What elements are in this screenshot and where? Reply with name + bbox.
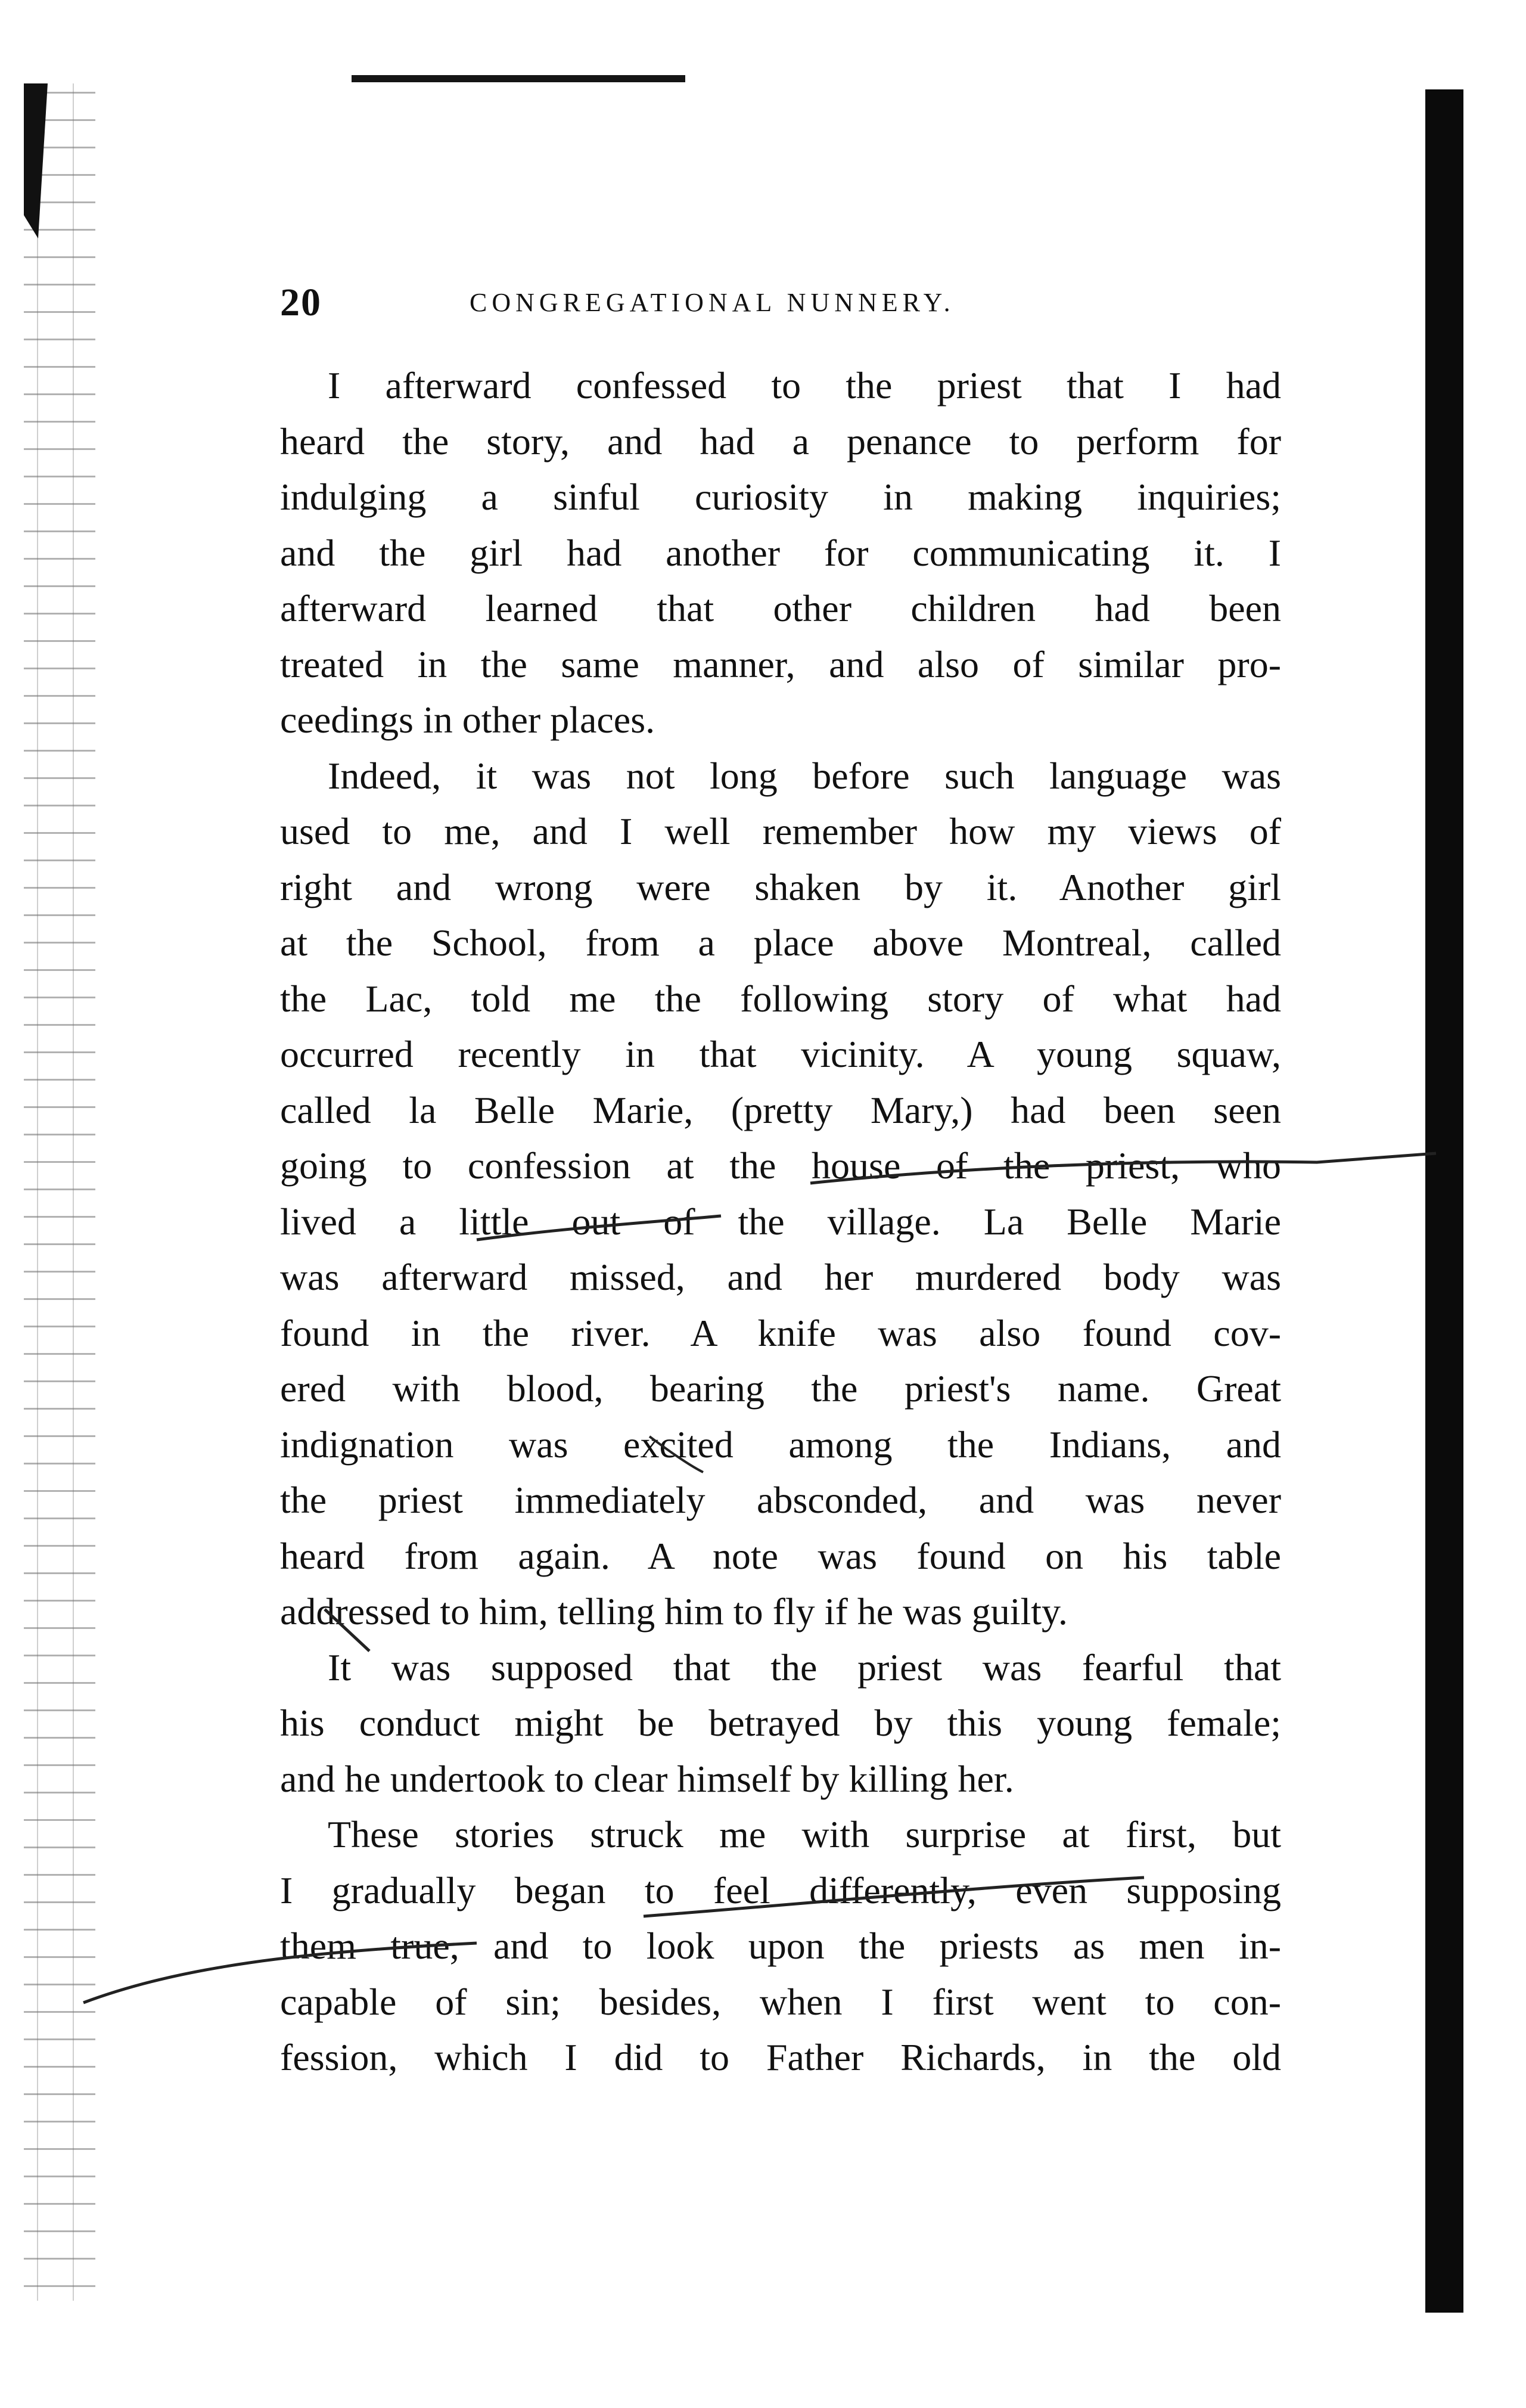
paragraph-2-line-14: the priest immediately absconded, and was never xyxy=(280,1479,1281,1521)
paragraph-2-line-5: the Lac, told me the following story of what had xyxy=(280,977,1281,1020)
paragraph-3-line-1: It was supposed that the priest was fearful that xyxy=(328,1646,1281,1689)
paragraph-4-line-4: capable of sin; besides, when I first went to con- xyxy=(280,1980,1281,2023)
running-title: CONGREGATIONAL NUNNERY. xyxy=(470,288,955,317)
paragraph-4-line-1: These stories struck me with surprise at first, but xyxy=(328,1813,1281,1855)
paragraph-4-line-3: them true, and to look upon the priests as men in- xyxy=(280,1925,1281,1967)
paragraph-2-line-1: Indeed, it was not long before such language was xyxy=(328,754,1281,797)
paragraph-1-line-3: indulging a sinful curiosity in making inquiries; xyxy=(280,476,1281,518)
paragraph-2-line-15: heard from again. A note was found on his table xyxy=(280,1534,1281,1577)
paragraph-1-line-5: afterward learned that other children had been xyxy=(280,587,1281,629)
paragraph-4-line-5: fession, which I did to Father Richards, in the old xyxy=(280,2036,1281,2078)
pen-mark-6 xyxy=(649,1436,703,1472)
paragraph-2-line-12: ered with blood, bearing the priest's name. Great xyxy=(280,1367,1281,1410)
paragraph-2-line-16: addressed to him, telling him to fly if he was guilty. xyxy=(280,1590,1068,1633)
paragraph-2-line-6: occurred recently in that vicinity. A young squaw, xyxy=(280,1033,1281,1075)
paragraph-1-line-6: treated in the same manner, and also of similar pro- xyxy=(280,643,1281,685)
paragraph-2-line-4: at the School, from a place above Montreal, called xyxy=(280,921,1281,964)
paragraph-2-line-8: going to confession at the house of the priest, who xyxy=(280,1144,1281,1187)
paragraph-2-line-7: called la Belle Marie, (pretty Mary,) had been seen xyxy=(280,1088,1281,1131)
pen-mark-5 xyxy=(325,1609,369,1651)
paragraph-2-line-2: used to me, and I well remember how my views of xyxy=(280,810,1281,852)
page-number: 20 xyxy=(280,281,322,324)
pen-underline-mark-1 xyxy=(810,1153,1436,1183)
paragraph-3-line-3: and he undertook to clear himself by killing her. xyxy=(280,1757,1014,1800)
pen-underline-mark-3 xyxy=(644,1878,1144,1916)
paragraph-2-line-3: right and wrong were shaken by it. Another girl xyxy=(280,865,1281,908)
paragraph-1-line-4: and the girl had another for communicating it. I xyxy=(280,531,1281,574)
paragraph-2-line-11: found in the river. A knife was also found cov- xyxy=(280,1311,1281,1354)
pen-underline-mark-4 xyxy=(83,1943,477,2003)
paragraph-4-line-2: I gradually began to feel differently, even supposing xyxy=(280,1869,1281,1911)
paragraph-1-line-2: heard the story, and had a penance to perform for xyxy=(280,420,1281,463)
paragraph-2-line-13: indignation was excited among the Indians, and xyxy=(280,1423,1281,1466)
paragraph-1-line-1: I afterward confessed to the priest that I had xyxy=(328,364,1281,406)
paragraph-2-line-10: was afterward missed, and her murdered body was xyxy=(280,1256,1281,1298)
paragraph-1-line-7: ceedings in other places. xyxy=(280,699,655,741)
paragraph-3-line-2: his conduct might be betrayed by this young female; xyxy=(280,1702,1281,1744)
paragraph-2-line-9: lived a little out of the village. La Belle Marie xyxy=(280,1200,1281,1243)
pen-underline-mark-2 xyxy=(477,1216,721,1240)
